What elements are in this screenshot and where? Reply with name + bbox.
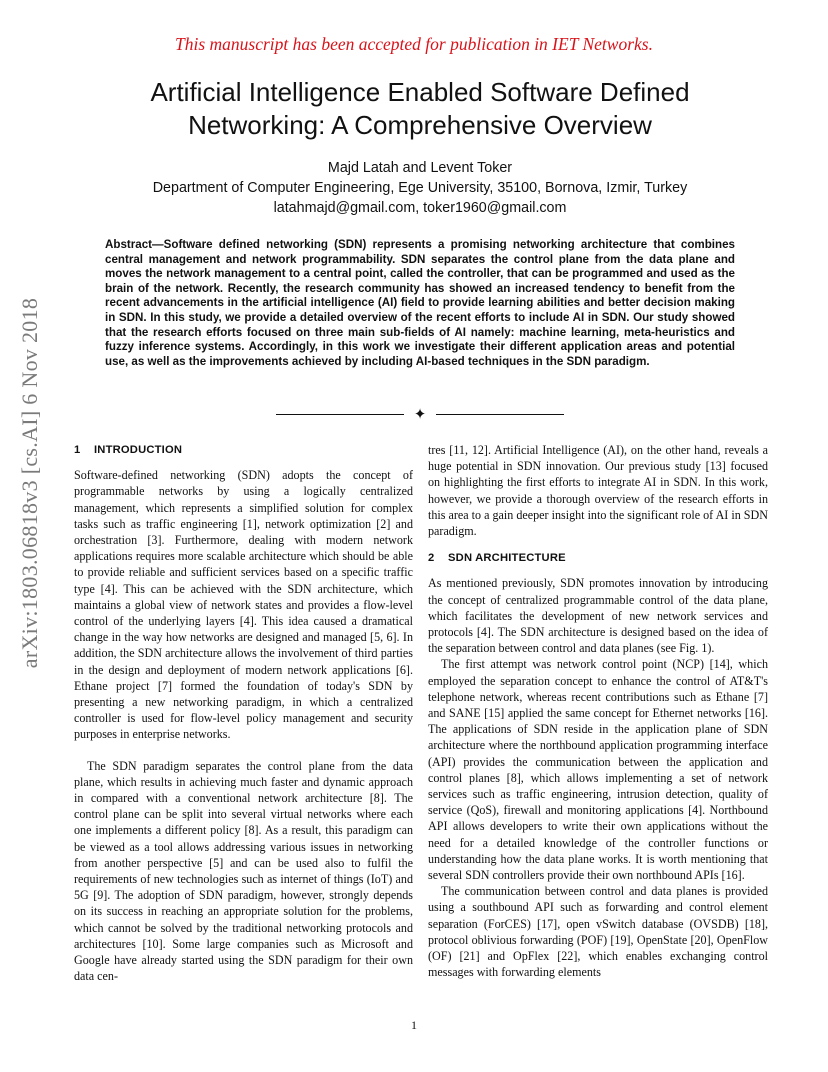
section-heading-introduction: [74, 442, 413, 458]
section-heading-sdn-architecture: [428, 550, 768, 566]
paper-title: Artificial Intelligence Enabled Software Defined Networking: A Comprehensive Overview: [150, 77, 690, 140]
author-emails[interactable]: latahmajd@gmail.com, toker1960@gmail.com: [273, 200, 567, 216]
intro-paragraph-1: Software-defined networking (SDN) adopts the concept of programmable networks by using a logically centralized management, which represents a simplified solution for complex tasks such as traffic engineering [1], network optimization [2] and orchestration [3]. Furthermore, dealing with modern network applications requires more scalable architecture which should be able to provide reliable and sufficient services based on a specific traffic type [4]. This can be achieved with the SDN architecture, which maintains a global view of network states and provides a flow-level control of the underlying layers [4]. This idea caused a dramatical change in the way how networks are designed and managed [5, 6]. In addition, the SDN architecture allows the involvement of third parties in the design and deployment of modern network applications [6]. Ethane project [7] formed the foundation of today's SDN by presenting a new networking paradigm, in which a centralized controller is used for flow-level policy management and security purposes in enterprise networks.: [74, 468, 413, 742]
arch-paragraph-2: The first attempt was network control point (NCP) [14], which employed the separation concept to enhance the control of AT&T's telephone network, whereas recent contributions such as Ethane [7] and SANE [15] applied the same concept for Ethernet networks [16]. The applications of SDN reside in the application plane of SDN architecture where the northbound application programming interface (API) provides the communication between the application and control planes [8], which allows implementing a set of network services such as traffic engineering, intrusion detection, quality of service (QoS), firewall and monitoring applications [4]. Northbound API allows developers to write their own applications without the need for a detailed knowledge of the controller functions or understanding how the data plane works. It is worth mentioning that several SDN controllers provide their own northbound APIs [16].: [428, 657, 768, 883]
arch-paragraph-1: As mentioned previously, SDN promotes innovation by introducing the concept of centralized programmable control of the data plane, which facilitates the development of new network services and protocols [4]. The SDN architecture is designed based on the idea of the separation between control and data planes (see Fig. 1).: [428, 576, 768, 656]
divider-line-right: [436, 414, 564, 415]
section-title: INTRODUCTION: [94, 444, 183, 456]
author-names: Majd Latah and Levent Toker: [327, 160, 513, 176]
diamond-star-icon: ✦: [413, 405, 427, 423]
intro-paragraph-3: tres [11, 12]. Artificial Intelligence (AI), on the other hand, reveals a huge potential in SDN innovation. Our previous study [13] focused on highlighting the first efforts to integrate AI in SDN. In this work, however, we provide a thorough overview of the research efforts in this area to a gain deeper insight into the significant role of AI in SDN paradigm.: [428, 443, 768, 539]
arch-paragraph-3: The communication between control and data planes is provided using a southbound API such as forwarding and control element separation (ForCES) [17], open vSwitch database (OVSDB) [18], protocol oblivious forwarding (POF) [19], OpenState [20], OpenFlow (OF) [21] and OpFlex [22], which enables exchanging control messages with forwarding elements: [428, 884, 768, 980]
section-number: 1: [74, 444, 81, 456]
left-column: [74, 442, 413, 985]
arxiv-stamp[interactable]: arXiv:1803.06818v3 [cs.AI] 6 Nov 2018: [17, 297, 42, 669]
author-affiliation: Department of Computer Engineering, Ege University, 35100, Bornova, Izmir, Turkey: [152, 180, 688, 196]
page-number: 1: [411, 1018, 417, 1032]
right-column: [428, 442, 768, 981]
publication-banner: This manuscript has been accepted for publication in IET Networks.: [175, 34, 653, 54]
section-number: 2: [428, 552, 435, 565]
intro-paragraph-2: The SDN paradigm separates the control plane from the data plane, which results in achieving much faster and dynamic approach in compared with a conventional network architecture [8]. The control plane can be split into several virtual networks where each one implements a different policy [8]. As a result, this paradigm can be viewed as a tool allows addressing various issues in networking from another perspective [5] and can be used also to fulfil the requirements of new technologies such as internet of things (IoT) and 5G [9]. The adoption of SDN paradigm, however, strongly depends on its success in reaching an appropriate solution for the problems, which cannot be solved by the traditional networking protocols and architectures [10]. Some large companies such as Microsoft and Google have already started using the SDN paradigm for their own data cen-: [74, 758, 413, 984]
author-block: [80, 158, 760, 218]
abstract: Abstract—Software defined networking (SDN) represents a promising networking architecture that combines central management and network programmability. SDN separates the control plane from the data plane and moves the network management to a central point, called the controller, that can be programmed and used as the brain of the network. Recently, the research community has showed an increased tendency to benefit from the recent advancements in the artificial intelligence (AI) field to provide learning abilities and better decision making in SDN. In this study, we provide a detailed overview of the recent efforts to include AI in SDN. Our study showed that the research efforts focused on three main sub-fields of AI namely: machine learning, meta-heuristics and fuzzy inference systems. Accordingly, in this work we investigate their different application areas and potential use, as well as the improvements achieved by including AI-based techniques in the SDN paradigm.: [105, 238, 735, 368]
section-title: SDN ARCHITECTURE: [448, 552, 566, 565]
section-divider: [276, 405, 564, 423]
